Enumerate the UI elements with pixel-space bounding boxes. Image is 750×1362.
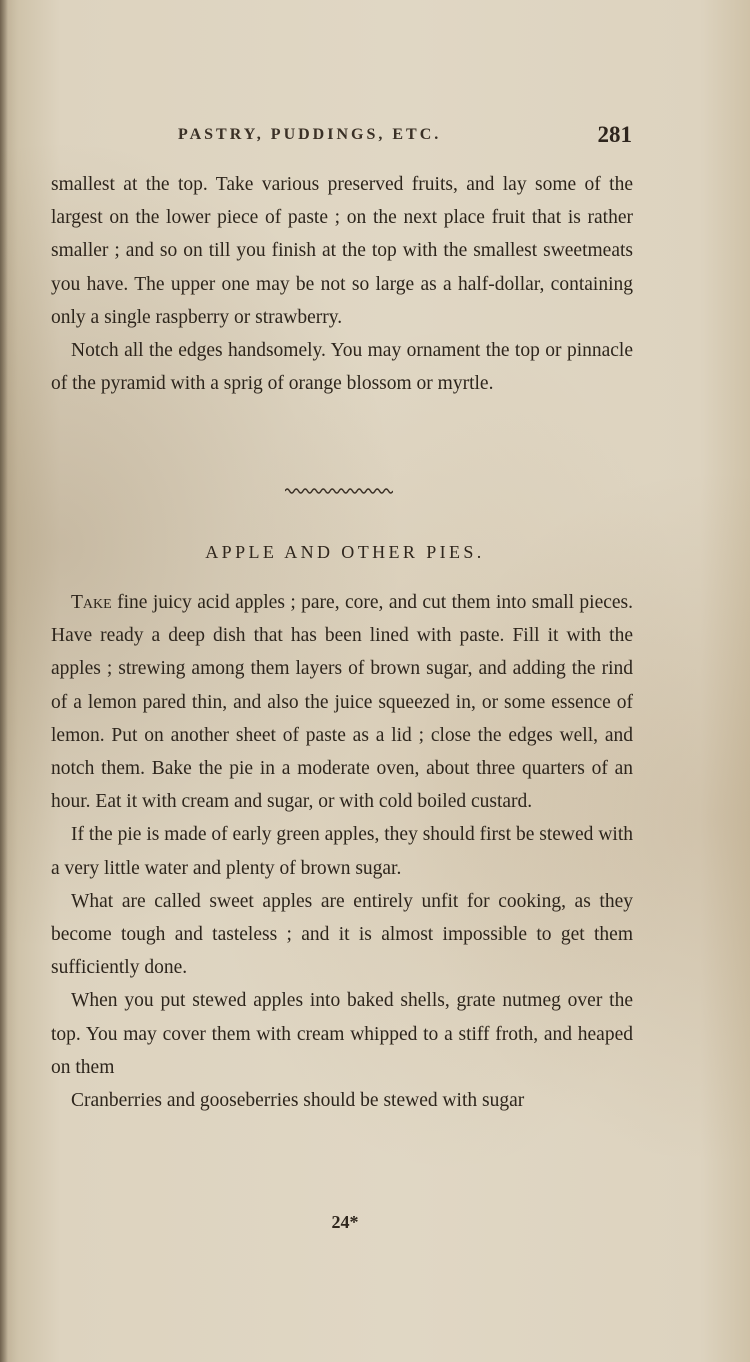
paragraph: [51, 586, 633, 818]
paragraph: Notch all the edges handsomely. You may ornament the top or pinnacle of the pyramid with a sprig of orange blossom or myrtle.: [51, 340, 633, 395]
lead-word: Take: [71, 592, 112, 613]
paragraph: Cranberries and gooseberries should be stewed with sugar: [71, 1090, 525, 1112]
wavy-rule-ornament-icon: [285, 484, 393, 498]
paragraph: What are called sweet apples are entirely unfit for cooking, as they become tough and tasteless ; and it is almost impossible to get them sufficiently done.: [51, 890, 633, 979]
paragraph-text: fine juicy acid apples ; pare, core, and cut them into small pieces. Have ready a deep dish that has been lined with paste. Fill it with the apples ; strewing among them layers of brown sugar, and adding the rind of a lemon pared thin, and also the juice squeezed in, or some essence of lemon. Put on another sheet of paste as a lid ; close the edges well, and notch them. Bake the pie in a moderate oven, about three quarters of an hour. Eat it with cream and sugar, or with cold boiled custard.: [51, 592, 633, 813]
running-head: PASTRY, PUDDINGS, ETC.: [178, 126, 442, 143]
paragraph: If the pie is made of early green apples, they should first be stewed with a very little water and plenty of brown sugar.: [51, 824, 633, 879]
section-title: APPLE AND OTHER PIES.: [205, 542, 485, 562]
continued-text-block: [51, 168, 633, 400]
paragraph: When you put stewed apples into baked shells, grate nutmeg over the top. You may cover them with cream whipped to a stiff froth, and heaped on them: [51, 990, 633, 1078]
page-header: [50, 122, 632, 152]
page-number: 281: [597, 122, 632, 147]
section-text-block: [51, 586, 633, 1117]
paragraph: smallest at the top. Take various preserved fruits, and lay some of the largest on the lower piece of paste ; on the next place fruit that is rather smaller ; and so on till you finish at the top with the smallest sweetmeats you have. The upper one may be not so large as a half-dollar, containing only a single raspberry or strawberry.: [51, 174, 633, 328]
signature-mark: 24*: [331, 1212, 359, 1232]
